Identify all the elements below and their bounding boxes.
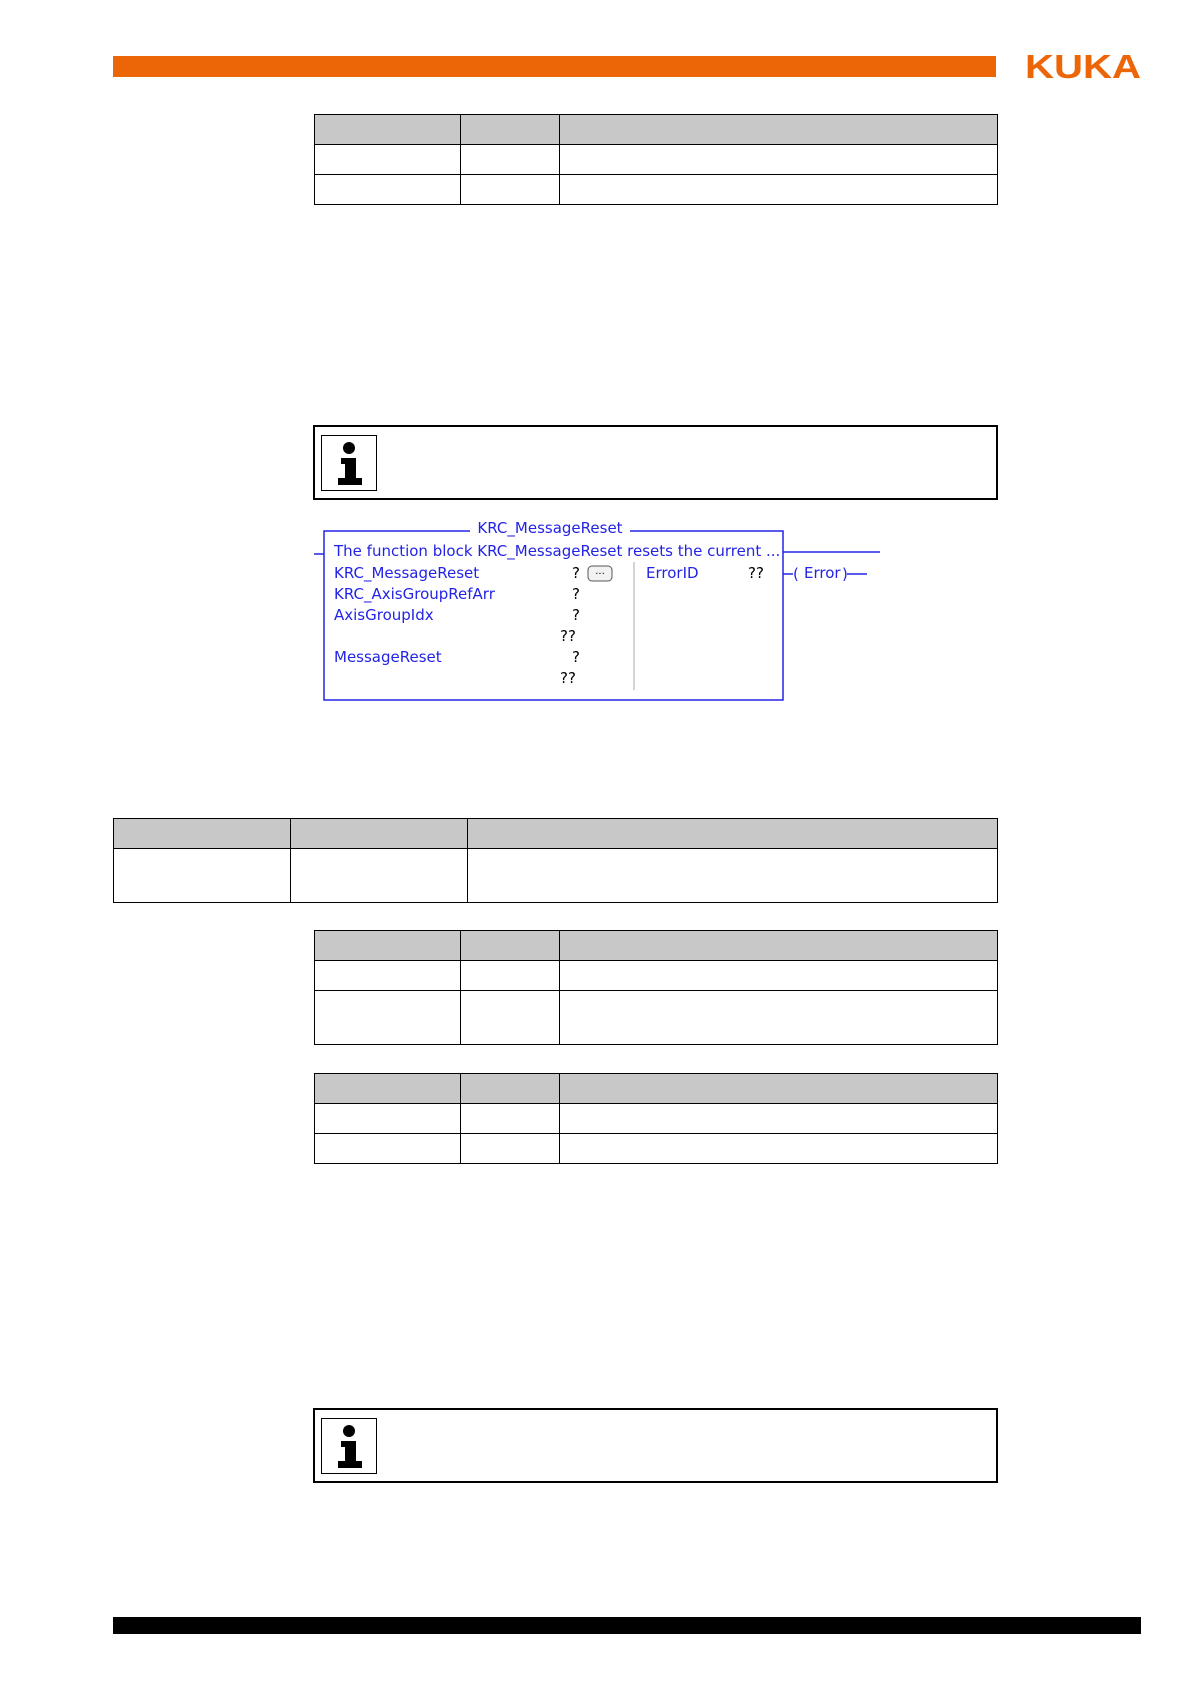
input-value[interactable]: ?? (560, 627, 576, 645)
table-2 (113, 818, 998, 903)
info-icon (321, 1418, 377, 1474)
input-value[interactable]: ? (572, 564, 580, 582)
table-4 (314, 1073, 998, 1164)
table-row (315, 175, 998, 205)
input-value[interactable]: ?? (560, 669, 576, 687)
input-value[interactable]: ? (572, 648, 580, 666)
coil-label: Error (804, 564, 841, 582)
table-3 (314, 930, 998, 1045)
input-value[interactable]: ? (572, 585, 580, 603)
info-note (313, 425, 998, 500)
footer-bar (113, 1617, 1141, 1634)
input-label: AxisGroupIdx (334, 606, 434, 624)
svg-text:KUKA: KUKA (1025, 51, 1141, 80)
table-row (315, 961, 998, 991)
ellipsis-button[interactable]: ... (595, 566, 605, 577)
input-label: KRC_AxisGroupRefArr (334, 585, 495, 603)
coil-close-paren: ) (842, 565, 848, 583)
kuka-logo (1025, 51, 1141, 80)
coil-open-paren: ( (793, 565, 799, 583)
table-row (315, 1134, 998, 1164)
block-title: KRC_MessageReset (470, 520, 630, 536)
table-row (315, 1104, 998, 1134)
input-label: MessageReset (334, 648, 442, 666)
input-value[interactable]: ? (572, 606, 580, 624)
info-note (313, 1408, 998, 1483)
info-icon (321, 435, 377, 491)
table-header-row (315, 1074, 998, 1104)
table-header-row (114, 819, 998, 849)
output-label: ErrorID (646, 564, 699, 582)
table-header-row (315, 931, 998, 961)
table-header-row (315, 115, 998, 145)
block-description: The function block KRC_MessageReset resets the current ... (334, 542, 781, 560)
function-block-diagram (310, 520, 910, 720)
table-row (114, 849, 998, 903)
header-orange-bar (113, 56, 996, 77)
output-value[interactable]: ?? (748, 564, 764, 582)
table-row (315, 145, 998, 175)
table-row (315, 991, 998, 1045)
input-label: KRC_MessageReset (334, 564, 480, 582)
table-1 (314, 114, 998, 205)
